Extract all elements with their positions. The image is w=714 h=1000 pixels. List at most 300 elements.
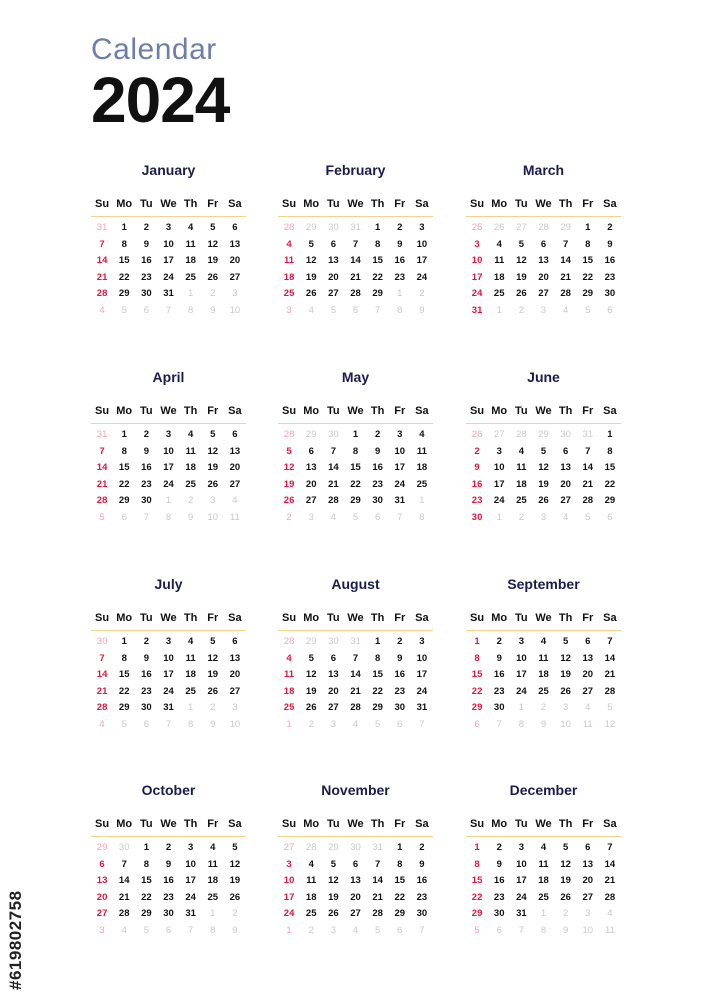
day-cell: 15 [604,462,616,473]
adjacent-month-day: 5 [607,702,613,713]
day-cell: 30 [471,511,483,523]
day-grid [278,634,433,733]
adjacent-month-day: 30 [328,636,339,647]
day-cell: 13 [538,255,549,266]
day-cell: 20 [305,478,317,490]
month-august [278,574,433,733]
day-cell: 13 [96,875,108,886]
adjacent-month-day: 9 [210,718,216,730]
day-cell: 12 [283,462,295,473]
day-cell: 16 [471,478,483,490]
weekday-label: Sa [415,405,429,417]
day-cell: 3 [518,636,524,647]
adjacent-month-day: 29 [305,222,317,233]
day-cell: 24 [416,685,428,697]
calendar-header [91,30,230,136]
day-cell: 1 [585,222,591,233]
day-cell: 24 [516,891,527,903]
day-cell: 7 [352,238,359,250]
day-cell: 14 [604,858,616,870]
weekday-label: Tu [327,405,340,417]
day-cell: 2 [496,842,502,853]
adjacent-month-day: 29 [560,222,571,233]
adjacent-month-day: 4 [562,304,569,316]
weekday-label: Th [183,198,198,210]
day-cell: 28 [582,495,594,506]
day-cell: 9 [143,238,149,250]
day-cell: 24 [516,685,527,697]
day-cell: 1 [121,222,127,233]
weekday-label: Sa [603,198,617,210]
adjacent-month-day: 2 [562,908,569,919]
day-cell: 28 [328,495,339,506]
day-cell: 2 [419,842,425,853]
day-cell: 16 [416,875,428,886]
adjacent-month-day: 7 [187,924,194,936]
month-title: July [154,576,183,592]
weekday-label: Su [470,198,485,210]
day-cell: 23 [416,891,428,903]
day-cell: 13 [328,255,339,266]
day-grid [466,840,621,939]
day-cell: 8 [121,652,127,664]
weekday-label: Su [95,198,110,210]
day-cell: 8 [474,652,480,664]
adjacent-month-day: 12 [604,718,616,730]
weekday-header [91,403,246,424]
day-cell: 17 [163,669,174,680]
day-cell: 8 [374,652,381,664]
weekday-label: Mo [116,405,133,417]
weekday-header [278,196,433,217]
day-cell: 6 [232,222,238,233]
day-cell: 7 [99,445,105,457]
adjacent-month-day: 3 [232,702,238,713]
weekday-label: Th [370,405,385,417]
adjacent-month-day: 30 [560,429,571,440]
day-cell: 26 [328,908,339,919]
day-cell: 21 [350,685,361,697]
day-cell: 10 [416,238,428,250]
adjacent-month-day: 31 [96,429,108,440]
day-cell: 25 [416,478,428,490]
adjacent-month-day: 4 [352,924,359,936]
day-grid [91,840,246,939]
day-cell: 16 [372,462,383,473]
adjacent-month-day: 9 [562,924,569,936]
day-cell: 28 [96,702,108,713]
day-cell: 30 [604,288,616,299]
weekday-label: Su [470,818,485,830]
day-cell: 15 [394,875,406,886]
day-cell: 7 [607,636,613,647]
day-cell: 4 [518,445,524,457]
day-cell: 13 [582,858,594,870]
day-cell: 23 [163,891,174,903]
day-cell: 10 [493,462,505,473]
weekday-label: Fr [582,405,594,417]
day-cell: 15 [141,875,152,886]
day-cell: 27 [305,495,317,506]
day-cell: 18 [207,875,219,886]
day-cell: 23 [141,271,152,283]
day-cell: 6 [308,445,314,457]
day-cell: 22 [118,685,130,697]
day-cell: 9 [607,238,613,250]
day-cell: 28 [350,702,361,713]
weekday-header [278,816,433,837]
weekday-label: Mo [303,818,320,830]
weekday-label: Fr [394,612,406,624]
day-cell: 6 [540,238,547,250]
day-cell: 18 [185,669,196,680]
day-cell: 8 [121,238,127,250]
adjacent-month-day: 10 [229,304,241,316]
day-cell: 5 [562,636,569,647]
day-cell: 6 [232,636,238,647]
weekday-label: Tu [515,198,528,210]
day-cell: 7 [562,238,569,250]
adjacent-month-day: 4 [232,495,238,506]
weekday-label: Th [370,818,385,830]
day-cell: 15 [118,462,130,473]
adjacent-month-day: 25 [471,222,483,233]
stock-id-watermark [6,760,36,990]
day-cell: 24 [163,271,174,283]
adjacent-month-day: 9 [210,304,216,316]
weekday-label: Su [470,612,485,624]
weekday-label: We [347,405,364,417]
day-grid [278,220,433,319]
adjacent-month-day: 7 [397,511,403,523]
day-cell: 10 [163,238,174,250]
month-september [466,574,621,733]
day-cell: 29 [350,495,361,506]
day-cell: 19 [560,669,571,680]
day-cell: 30 [141,702,152,713]
day-cell: 9 [397,652,403,664]
day-cell: 17 [394,462,406,473]
weekday-label: Fr [207,198,219,210]
day-cell: 22 [471,685,483,697]
day-cell: 18 [516,478,527,490]
day-cell: 29 [118,288,130,299]
day-cell: 24 [163,478,174,490]
day-cell: 21 [560,271,571,283]
weekday-header [278,610,433,631]
adjacent-month-day: 3 [308,511,314,523]
day-cell: 8 [143,858,149,870]
day-cell: 26 [283,495,295,506]
adjacent-month-day: 27 [493,429,505,440]
month-title: February [325,162,386,178]
adjacent-month-day: 7 [165,718,172,730]
day-cell: 28 [604,685,616,697]
day-cell: 19 [516,271,527,283]
adjacent-month-day: 2 [210,702,216,713]
month-april [91,367,246,526]
weekday-label: Tu [515,405,528,417]
day-cell: 3 [397,429,403,440]
day-cell: 2 [374,429,381,440]
adjacent-month-day: 29 [305,429,317,440]
day-cell: 5 [540,445,547,457]
day-cell: 20 [229,462,241,473]
day-cell: 23 [141,685,152,697]
day-cell: 6 [330,238,336,250]
day-cell: 5 [232,842,238,853]
day-cell: 25 [538,891,549,903]
day-cell: 21 [118,891,130,903]
day-cell: 24 [185,891,196,903]
day-cell: 5 [308,238,314,250]
day-cell: 12 [516,255,527,266]
day-cell: 1 [374,636,381,647]
day-cell: 18 [185,462,196,473]
day-cell: 7 [121,858,127,870]
month-title: March [522,162,565,178]
day-cell: 15 [471,669,483,680]
day-cell: 11 [185,652,196,664]
weekday-label: Sa [415,818,429,830]
day-cell: 31 [394,495,406,506]
adjacent-month-day: 6 [607,511,613,523]
adjacent-month-day: 6 [121,511,127,523]
weekday-label: We [160,405,177,417]
day-cell: 1 [607,429,613,440]
day-cell: 10 [416,652,428,664]
day-cell: 18 [538,669,549,680]
weekday-header [466,196,621,217]
day-cell: 11 [516,462,527,473]
weekday-label: Fr [394,198,406,210]
weekday-label: Th [558,818,573,830]
day-cell: 20 [328,271,339,283]
day-grid [91,220,246,319]
day-cell: 22 [141,891,152,903]
weekday-label: We [347,198,364,210]
day-cell: 6 [585,842,591,853]
adjacent-month-day: 29 [538,429,549,440]
weekday-label: Mo [303,405,320,417]
month-march [466,160,621,319]
day-cell: 27 [328,702,339,713]
day-cell: 22 [350,478,361,490]
day-cell: 22 [372,685,383,697]
day-cell: 14 [582,462,594,473]
day-cell: 25 [207,891,219,903]
day-cell: 22 [471,891,483,903]
day-cell: 15 [118,669,130,680]
day-cell: 9 [474,462,480,473]
weekday-label: Su [95,818,110,830]
weekday-label: We [160,818,177,830]
day-cell: 7 [352,652,359,664]
day-grid [91,634,246,733]
day-cell: 3 [165,636,172,647]
stock-id-text: #619802758 [6,890,25,990]
adjacent-month-day: 7 [374,304,381,316]
day-cell: 29 [141,908,152,919]
month-october [91,780,246,939]
weekday-label: Fr [582,818,594,830]
weekday-label: Mo [116,612,133,624]
adjacent-month-day: 29 [96,842,108,853]
day-cell: 27 [229,271,241,283]
day-cell: 17 [163,462,174,473]
day-cell: 18 [493,271,505,283]
adjacent-month-day: 31 [350,636,361,647]
day-cell: 26 [305,702,317,713]
day-cell: 18 [185,255,196,266]
day-cell: 12 [229,858,241,870]
day-cell: 28 [604,891,616,903]
day-cell: 3 [165,222,172,233]
weekday-label: Tu [140,612,153,624]
adjacent-month-day: 4 [99,718,105,730]
day-cell: 29 [372,288,383,299]
adjacent-month-day: 2 [518,511,524,523]
adjacent-month-day: 9 [540,718,547,730]
day-cell: 30 [141,288,152,299]
day-cell: 5 [330,858,336,870]
adjacent-month-day: 6 [397,924,403,936]
day-cell: 15 [582,255,594,266]
day-cell: 18 [283,271,295,283]
adjacent-month-day: 4 [121,924,127,936]
day-cell: 19 [328,891,339,903]
adjacent-month-day: 26 [471,429,483,440]
day-cell: 2 [397,222,403,233]
weekday-label: Tu [140,198,153,210]
weekday-label: Sa [603,818,617,830]
day-cell: 14 [96,255,108,266]
adjacent-month-day: 3 [540,304,547,316]
weekday-label: Mo [491,818,508,830]
weekday-label: We [347,818,364,830]
day-cell: 16 [394,669,406,680]
adjacent-month-day: 5 [374,924,381,936]
day-cell: 6 [585,636,591,647]
weekday-label: We [535,405,552,417]
day-cell: 26 [207,271,219,283]
adjacent-month-day: 1 [496,304,502,316]
day-cell: 6 [562,445,569,457]
day-cell: 21 [604,669,616,680]
day-cell: 27 [96,908,108,919]
day-cell: 13 [560,462,571,473]
day-cell: 2 [143,222,149,233]
day-cell: 15 [372,669,383,680]
day-cell: 3 [187,842,194,853]
day-cell: 26 [516,288,527,299]
day-cell: 1 [474,636,480,647]
adjacent-month-day: 1 [165,495,172,506]
day-cell: 12 [207,652,219,664]
day-cell: 5 [210,222,216,233]
day-cell: 17 [516,875,527,886]
adjacent-month-day: 3 [330,924,336,936]
adjacent-month-day: 10 [229,718,241,730]
adjacent-month-day: 5 [585,511,591,523]
day-cell: 8 [474,858,480,870]
day-cell: 4 [540,636,547,647]
day-cell: 6 [232,429,238,440]
adjacent-month-day: 9 [419,304,425,316]
day-cell: 14 [604,652,616,664]
day-grid [278,427,433,526]
day-cell: 26 [229,891,241,903]
day-cell: 24 [471,288,483,299]
adjacent-month-day: 2 [232,908,238,919]
adjacent-month-day: 11 [604,924,615,936]
weekday-label: Th [558,405,573,417]
day-cell: 25 [185,271,196,283]
day-cell: 12 [560,858,571,870]
day-cell: 22 [582,271,594,283]
adjacent-month-day: 6 [397,718,403,730]
day-cell: 4 [419,429,425,440]
weekday-label: Tu [140,818,153,830]
day-cell: 24 [394,478,406,490]
weekday-label: Su [95,405,110,417]
adjacent-month-day: 4 [352,718,359,730]
weekday-label: Th [558,612,573,624]
day-cell: 18 [416,462,428,473]
day-cell: 2 [143,636,149,647]
day-cell: 27 [538,288,549,299]
adjacent-month-day: 5 [121,718,127,730]
weekday-label: We [160,612,177,624]
day-cell: 9 [496,858,502,870]
adjacent-month-day: 29 [328,842,339,853]
day-cell: 26 [560,891,571,903]
day-cell: 27 [582,685,594,697]
adjacent-month-day: 4 [607,908,613,919]
weekday-label: Sa [603,612,617,624]
day-cell: 20 [96,891,108,903]
weekday-header [466,610,621,631]
day-cell: 17 [471,271,483,283]
year-title: 2024 [91,64,230,136]
day-cell: 3 [286,858,292,870]
adjacent-month-day: 1 [187,702,194,713]
weekday-label: Tu [515,612,528,624]
day-cell: 30 [141,495,152,506]
adjacent-month-day: 8 [540,924,547,936]
day-cell: 31 [516,908,527,919]
month-title: May [341,369,370,385]
day-cell: 6 [330,652,336,664]
day-cell: 27 [350,908,361,919]
day-cell: 12 [538,462,549,473]
day-cell: 20 [229,255,241,266]
adjacent-month-day: 8 [187,304,194,316]
day-cell: 5 [210,636,216,647]
weekday-label: Mo [303,198,320,210]
adjacent-month-day: 1 [286,718,292,730]
adjacent-month-day: 7 [165,304,172,316]
adjacent-month-day: 7 [143,511,149,523]
day-cell: 4 [210,842,216,853]
adjacent-month-day: 4 [308,304,314,316]
adjacent-month-day: 1 [210,908,216,919]
day-cell: 16 [493,875,505,886]
day-cell: 25 [493,288,505,299]
adjacent-month-day: 2 [187,495,194,506]
adjacent-month-day: 6 [607,304,613,316]
weekday-label: Sa [228,612,242,624]
